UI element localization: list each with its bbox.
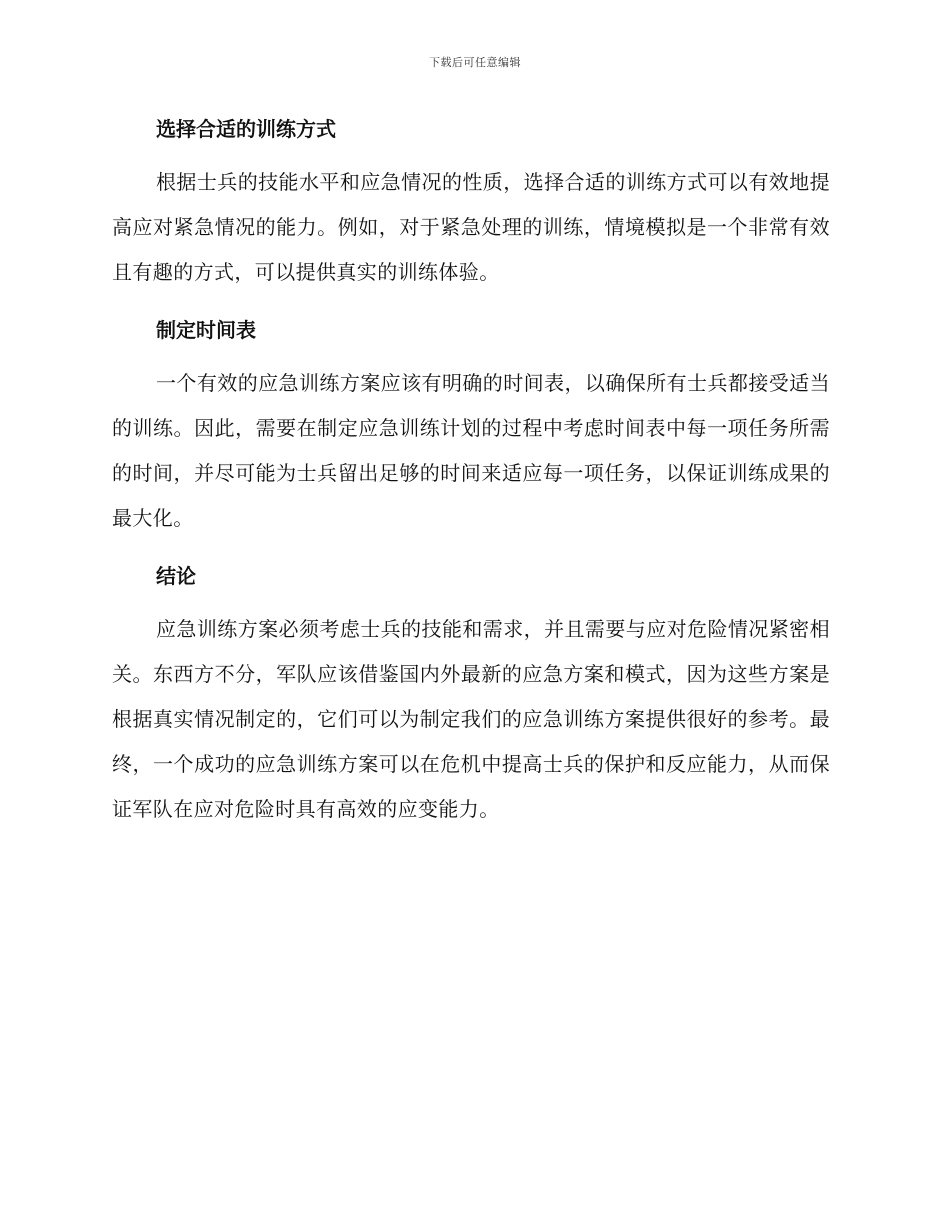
section-heading: 选择合适的训练方式 [156,117,336,141]
section-paragraph: 一个有效的应急训练方案应该有明确的时间表，以确保所有士兵都接受适当的训练。因此，需要在制定应急训练计划的过程中考虑时间表中每一项任务所需的时间，并尽可能为士兵留出足够的时间来适应每一项任务，以保证训练成果的最大化。 [112,371,830,530]
section-heading: 制定时间表 [156,318,256,342]
section-conclusion [112,557,830,832]
section-training-method [112,110,830,295]
section-schedule [112,311,830,541]
section-heading: 结论 [156,564,196,588]
section-paragraph: 应急训练方案必须考虑士兵的技能和需求，并且需要与应对危险情况紧密相关。东西方不分，军队应该借鉴国内外最新的应急方案和模式，因为这些方案是根据真实情况制定的，它们可以为制定我们的应急训练方案提供很好的参考。最终，一个成功的应急训练方案可以在危机中提高士兵的保护和反应能力，从而保证军队在应对危险时具有高效的应变能力。 [112,617,830,821]
document-content [112,110,830,848]
section-paragraph: 根据士兵的技能水平和应急情况的性质，选择合适的训练方式可以有效地提高应对紧急情况的能力。例如，对于紧急处理的训练，情境模拟是一个非常有效且有趣的方式，可以提供真实的训练体验。 [112,170,830,284]
page-header-note: 下载后可任意编辑 [429,56,521,69]
